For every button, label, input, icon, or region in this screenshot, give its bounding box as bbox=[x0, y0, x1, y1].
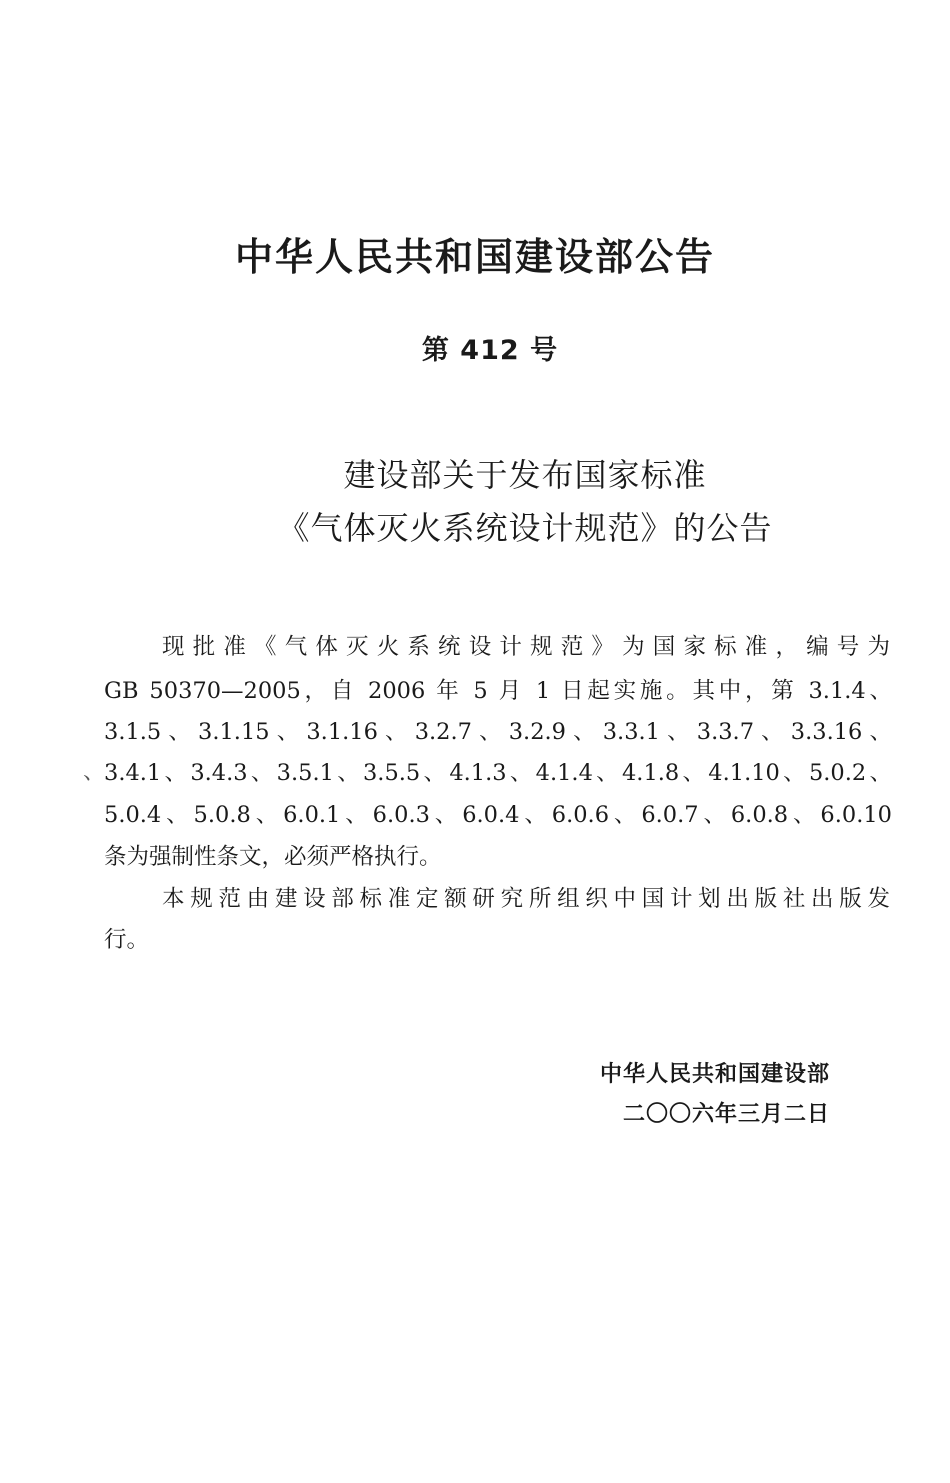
body-line-2: GB 50370—2005，自 2006 年 5 月 1 日起实施。其中，第 3.1.4、 bbox=[104, 678, 892, 704]
body-line-1: 现批准《气体灭火系统设计规范》为国家标准，编号为 bbox=[162, 634, 890, 660]
subtitle-line-1: 建设部关于发布国家标准 bbox=[343, 456, 707, 494]
issuer-name: 中华人民共和国建设部 bbox=[599, 1062, 830, 1087]
body-line-3: 3.1.5、3.1.15、3.1.16、3.2.7、3.2.9、3.3.1、3.3.7、3.3.16、 bbox=[104, 719, 892, 745]
body-line-6: 条为强制性条文，必须严格执行。 bbox=[104, 844, 442, 870]
announcement-number: 第 412 号 bbox=[421, 335, 559, 366]
announcement-heading: 中华人民共和国建设部公告 bbox=[234, 235, 715, 279]
stray-punctuation: 、 bbox=[83, 760, 106, 785]
body-line-7: 本规范由建设部标准定额研究所组织中国计划出版社出版发 bbox=[162, 886, 890, 912]
body-line-4: 3.4.1、3.4.3、3.5.1、3.5.5、4.1.3、4.1.4、4.1.8、4.1.10、5.0.2、 bbox=[104, 760, 892, 786]
subtitle-line-2: 《气体灭火系统设计规范》的公告 bbox=[277, 509, 773, 547]
body-line-5: 5.0.4、5.0.8、6.0.1、6.0.3、6.0.4、6.0.6、6.0.7、6.0.8、6.0.10 bbox=[104, 802, 892, 828]
issue-date: 二〇〇六年三月二日 bbox=[622, 1102, 830, 1127]
body-line-8: 行。 bbox=[104, 927, 150, 953]
